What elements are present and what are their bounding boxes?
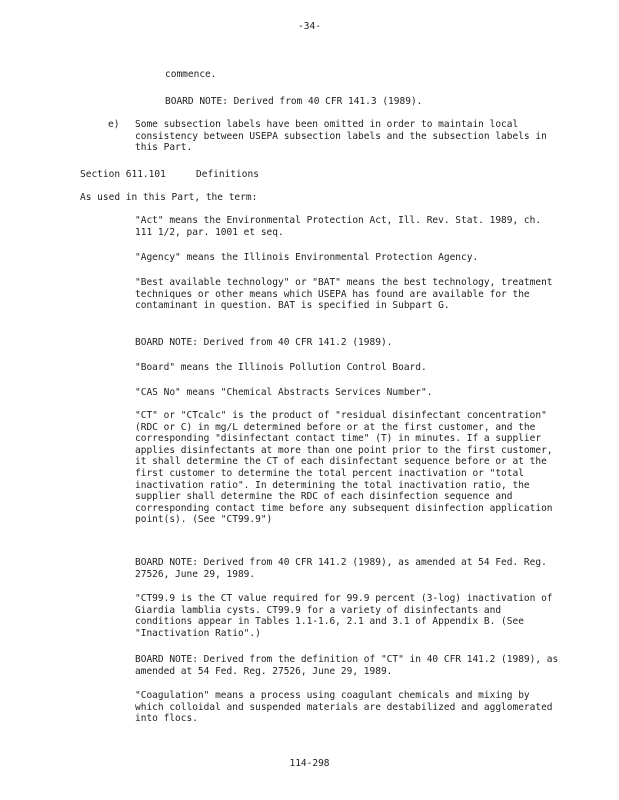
section-title: Definitions bbox=[196, 169, 259, 180]
definition-ct: "CT" or "CTcalc" is the product of "residual disinfectant concentration" (RDC or C) in mg/L determined before or at the first customer, and the corresponding "disinfectant contact time" (T) in minutes. If a supplier applies disinfectants at more than one point prior to the first customer, it shall determine the CT of each disinfectant sequence before or at the first customer to determine the total percent inactivation or "total inactivation ratio". In determining the total inactivation ratio, the supplier shall determine the RDC of each disinfection sequence and corresponding contact time before any subsequent disinfection application point(s). (See "CT99.9") bbox=[135, 410, 553, 526]
board-note-141-3: BOARD NOTE: Derived from 40 CFR 141.3 (1989). bbox=[165, 96, 423, 107]
continuation-text: commence. bbox=[165, 69, 217, 80]
definition-coagulation: "Coagulation" means a process using coagulant chemicals and mixing by which colloidal and suspended materials are destabilized and agglomerated into flocs. bbox=[135, 690, 553, 725]
page-number: -34- bbox=[298, 21, 321, 32]
board-note-bat: BOARD NOTE: Derived from 40 CFR 141.2 (1989). bbox=[135, 337, 393, 348]
section-intro: As used in this Part, the term: bbox=[80, 192, 258, 203]
board-note-ct99-9: BOARD NOTE: Derived from the definition of "CT" in 40 CFR 141.2 (1989), as amended at 54 Fed. Reg. 27526, June 29, 1989. bbox=[135, 654, 559, 677]
definition-cas-no: "CAS No" means "Chemical Abstracts Services Number". bbox=[135, 387, 433, 398]
item-e-text: Some subsection labels have been omitted in order to maintain local consistency between USEPA subsection labels and the subsection labels in this Part. bbox=[135, 119, 547, 154]
definition-ct99-9: "CT99.9 is the CT value required for 99.9 percent (3-log) inactivation of Giardia lamblia cysts. CT99.9 for a variety of disinfectants and conditions appear in Tables 1.1-1.6, 2.1 and 3.1 of Appendix B. (See "Inactivation Ratio".) bbox=[135, 593, 553, 639]
definition-board: "Board" means the Illinois Pollution Control Board. bbox=[135, 362, 427, 373]
board-note-ct: BOARD NOTE: Derived from 40 CFR 141.2 (1989), as amended at 54 Fed. Reg. 27526, June 29, 1989. bbox=[135, 557, 547, 580]
definition-act: "Act" means the Environmental Protection Act, Ill. Rev. Stat. 1989, ch. 111 1/2, par. 1001 et seq. bbox=[135, 215, 542, 238]
page-footer: 114-298 bbox=[289, 758, 330, 769]
item-e-label: e) bbox=[108, 119, 120, 130]
definition-bat: "Best available technology" or "BAT" means the best technology, treatment techniques or other means which USEPA has found are available for the contaminant in question. BAT is specified in Subpart G. bbox=[135, 277, 553, 312]
definition-agency: "Agency" means the Illinois Environmental Protection Agency. bbox=[135, 252, 479, 263]
section-number: Section 611.101 bbox=[80, 169, 166, 180]
